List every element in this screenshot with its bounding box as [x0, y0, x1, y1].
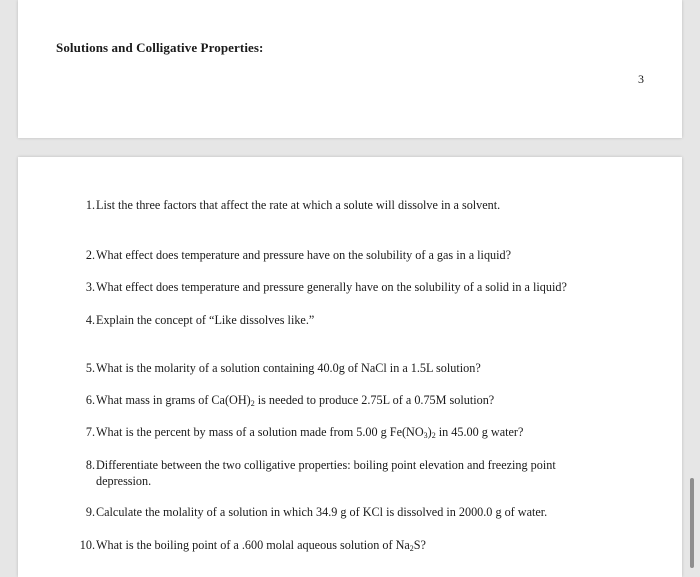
question-number: 6. [85, 393, 95, 407]
page-number: 3 [638, 72, 644, 86]
question-number: 9. [85, 505, 95, 519]
question-text: Calculate the molality of a solution in which 34.9 g of KCl is dissolved in 2000.0 g of water. [96, 505, 548, 519]
question-text: List the three factors that affect the rate at which a solute will dissolve in a solvent. [96, 198, 501, 212]
question-text: What is the boiling point of a .600 molal aqueous solution of $Na_2S$? [96, 538, 426, 553]
question-number: 1. [85, 198, 95, 212]
question-number: 3. [85, 280, 95, 294]
question-number: 7. [85, 425, 95, 439]
scrollbar-thumb[interactable] [690, 478, 694, 568]
question-number: 8. [85, 458, 95, 472]
question-text: What is the percent by mass of a solution made from 5.00 g $Fe(NO_3)_2$ in 45.00 g water? [96, 425, 524, 440]
document-page-2 [18, 157, 682, 577]
document-page-1 [18, 0, 682, 138]
question-number: 4. [85, 313, 95, 327]
question-text: Differentiate between the two colligative properties: boiling point elevation and freezing point depression. [96, 458, 556, 488]
question-number: 10. [79, 538, 95, 552]
question-number: 5. [85, 361, 95, 375]
question-text: What is the molarity of a solution containing 40.0g of NaCl in a 1.5L solution? [96, 361, 481, 375]
question-text: What mass in grams of $Ca(OH)_2$ is needed to produce 2.75L of a 0.75M solution? [96, 393, 495, 408]
question-text: What effect does temperature and pressure generally have on the solubility of a solid in a liquid? [96, 280, 567, 294]
section-heading: Solutions and Colligative Properties: [56, 40, 264, 55]
question-text: Explain the concept of “Like dissolves like.” [96, 313, 315, 327]
question-text: What effect does temperature and pressure have on the solubility of a gas in a liquid? [96, 248, 512, 262]
question-number: 2. [85, 248, 95, 262]
